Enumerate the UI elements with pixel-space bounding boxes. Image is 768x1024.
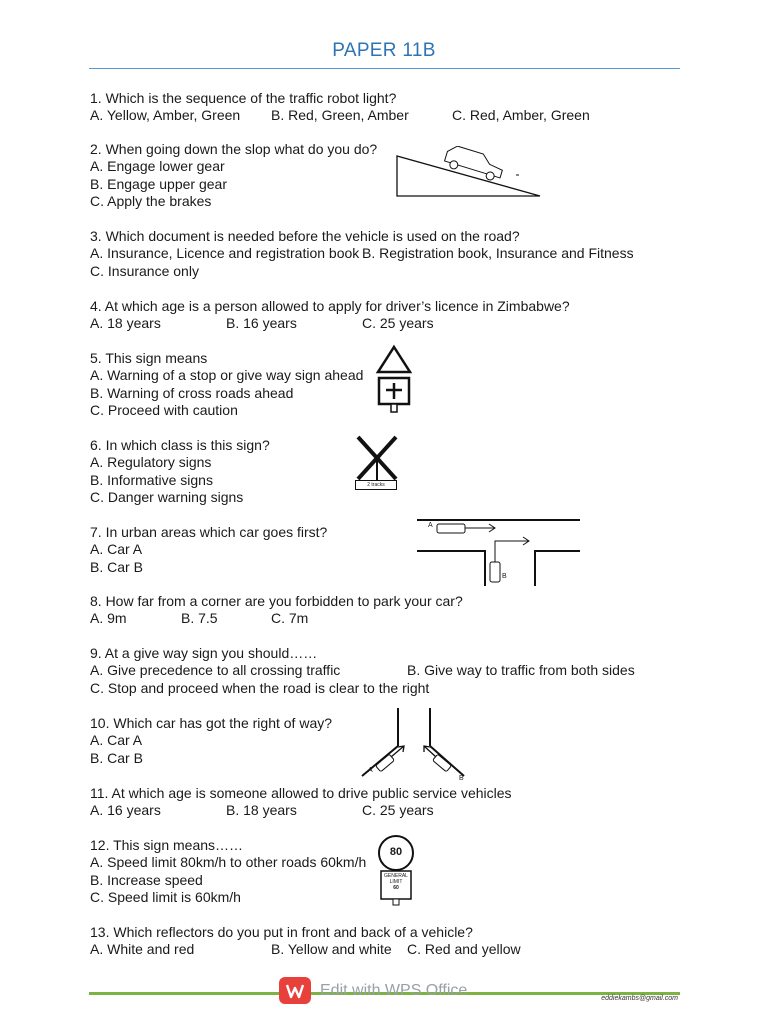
question-text: 10. Which car has got the right of way?	[90, 715, 333, 731]
question-1	[90, 90, 690, 126]
option-b: B. Yellow and white	[271, 941, 392, 957]
option-a: A. Car A	[90, 541, 143, 558]
plate-line-1: GENERAL	[384, 873, 408, 879]
t-junction-diagram	[415, 514, 585, 590]
option-c: C. Speed limit is 60km/h	[90, 889, 241, 906]
option-a: A. 18 years	[90, 315, 161, 331]
sign-plate-text: 2 tracks	[355, 480, 397, 490]
option-a: A. Speed limit 80km/h to other roads 60km/h	[90, 854, 367, 871]
option-a: A. Engage lower gear	[90, 158, 225, 175]
question-6	[90, 437, 270, 507]
car-b-label: B	[502, 573, 507, 580]
option-a: A. Insurance, Licence and registration book	[90, 245, 360, 261]
plate-line-3: 60	[393, 885, 399, 891]
question-7	[90, 524, 327, 576]
option-a: A. Warning of a stop or give way sign ahead	[90, 367, 364, 384]
option-c: C. 7m	[271, 610, 309, 626]
question-5	[90, 350, 363, 420]
question-13	[90, 924, 690, 960]
page-title: PAPER 11B	[332, 40, 436, 61]
option-c: C. Stop and proceed when the road is clear to the right	[90, 680, 430, 696]
wps-logo-icon	[279, 977, 311, 1004]
option-c: C. Insurance only	[90, 263, 199, 279]
question-9	[90, 645, 690, 699]
question-text: 2. When going down the slop what do you do?	[90, 141, 378, 157]
question-3	[90, 228, 690, 282]
option-c: C. Apply the brakes	[90, 193, 212, 210]
option-b: B. Red, Green, Amber	[271, 107, 409, 123]
option-c: C. Proceed with caution	[90, 402, 238, 419]
title-underline	[89, 68, 680, 69]
question-text: 4. At which age is a person allowed to apply for driver’s licence in Zimbabwe?	[90, 298, 570, 314]
option-b: B. 16 years	[226, 315, 297, 331]
option-a: A. 9m	[90, 610, 127, 626]
general-limit-plate	[381, 873, 411, 891]
question-text: 8. How far from a corner are you forbidden to park your car?	[90, 593, 463, 609]
question-text: 13. Which reflectors do you put in front and back of a vehicle?	[90, 924, 473, 940]
option-b: B. 18 years	[226, 802, 297, 818]
option-b: B. Registration book, Insurance and Fitness	[362, 245, 634, 261]
option-a: A. 16 years	[90, 802, 161, 818]
question-text: 9. At a give way sign you should……	[90, 645, 318, 661]
option-c: C. 25 years	[362, 802, 434, 818]
question-text: 1. Which is the sequence of the traffic robot light?	[90, 90, 397, 106]
question-12	[90, 837, 366, 907]
question-text: 12. This sign means……	[90, 837, 244, 853]
option-b: B. Warning of cross roads ahead	[90, 384, 294, 401]
option-b: B. Car B	[90, 558, 143, 575]
option-b: B. Car B	[90, 749, 143, 766]
warning-sign-crossroads-icon	[374, 344, 414, 414]
option-c: C. Danger warning signs	[90, 489, 244, 506]
author-email: eddiekambs@gmail.com	[601, 995, 678, 1002]
slope-car-illustration	[395, 146, 545, 200]
car-b-label: B	[459, 775, 464, 782]
option-b: B. Engage upper gear	[90, 175, 227, 192]
question-4	[90, 298, 690, 334]
car-a-label: A	[428, 522, 433, 529]
question-2	[90, 141, 377, 211]
option-a: A. Regulatory signs	[90, 454, 212, 471]
question-text: 6. In which class is this sign?	[90, 437, 270, 453]
wps-watermark[interactable]	[279, 977, 467, 1004]
question-8	[90, 593, 690, 629]
option-c: C. 25 years	[362, 315, 434, 331]
question-text: 11. At which age is someone allowed to drive public service vehicles	[90, 785, 512, 801]
option-c: C. Red, Amber, Green	[452, 107, 590, 123]
option-b: B. Increase speed	[90, 871, 203, 888]
option-b: B. 7.5	[181, 610, 218, 626]
speed-limit-value: 80	[389, 846, 403, 858]
option-b: B. Give way to traffic from both sides	[407, 662, 635, 678]
question-11	[90, 785, 690, 821]
car-a-label: A	[368, 767, 373, 774]
option-b: B. Informative signs	[90, 471, 213, 488]
y-junction-diagram	[358, 706, 468, 784]
option-c: C. Red and yellow	[407, 941, 521, 957]
option-a: A. Give precedence to all crossing traffic	[90, 662, 341, 678]
question-text: 3. Which document is needed before the vehicle is used on the road?	[90, 228, 520, 244]
question-text: 5. This sign means	[90, 350, 208, 366]
speed-limit-sign-icon	[376, 834, 420, 906]
option-a: A. Yellow, Amber, Green	[90, 107, 241, 123]
question-text: 7. In urban areas which car goes first?	[90, 524, 328, 540]
plate-line-2: LIMIT	[389, 879, 403, 885]
wps-watermark-text: Edit with WPS Office	[320, 981, 468, 999]
option-a: A. White and red	[90, 941, 195, 957]
question-10	[90, 715, 332, 767]
option-a: A. Car A	[90, 732, 143, 749]
